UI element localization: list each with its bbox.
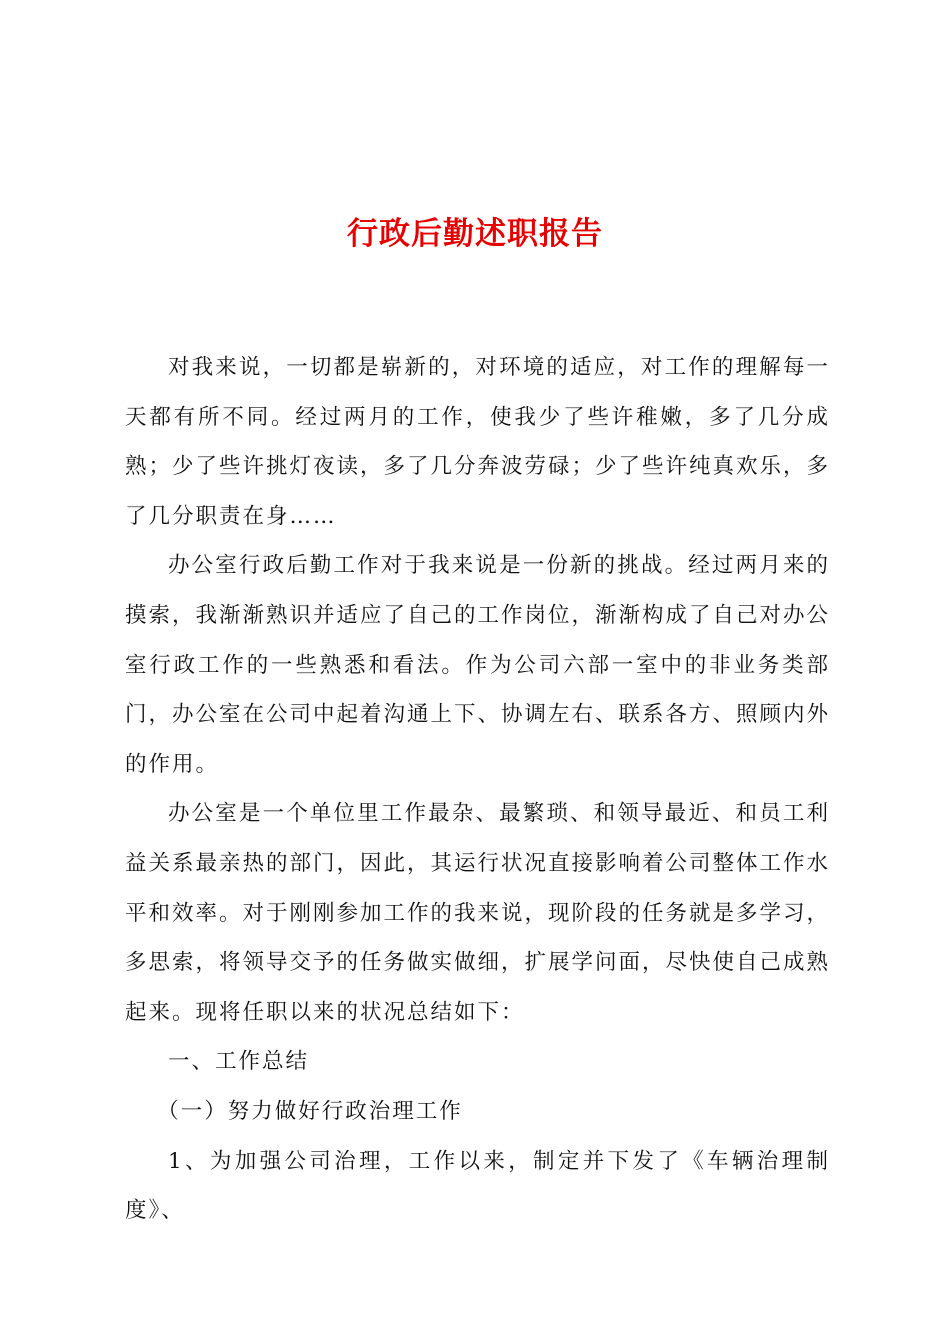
section-heading: 一、工作总结 (168, 1049, 310, 1075)
subsection-heading: （一）努力做好行政治理工作 (157, 1098, 463, 1124)
document-title: 行政后勤述职报告 (347, 216, 603, 252)
paragraph-office-challenge: 办公室行政后勤工作对于我来说是一份新的挑战。经过两月来的摸索，我渐渐熟识并适应了自己的工作岗位，渐渐构成了自己对办公室行政工作的一些熟悉和看法。作为公司六部一室中的非业务类部门，办公室在公司中起着沟通上下、协调左右、联系各方、照顾内外的作用。 (125, 553, 831, 777)
paragraph-intro: 对我来说，一切都是崭新的，对环境的适应，对工作的理解每一天都有所不同。经过两月的工作，使我少了些许稚嫩，多了几分成熟；少了些许挑灯夜读，多了几分奔波劳碌；少了些许纯真欢乐，多了几分职责在身…… (125, 355, 831, 529)
list-item: 1、为加强公司治理，工作以来，制定并下发了《车辆治理制度》、 (125, 1148, 830, 1224)
paragraph-office-role: 办公室是一个单位里工作最杂、最繁琐、和领导最近、和员工利益关系最亲热的部门，因此，其运行状况直接影响着公司整体工作水平和效率。对于刚刚参加工作的我来说，现阶段的任务就是多学习，多思索，将领导交予的任务做实做细，扩展学问面，尽快使自己成熟起来。现将任职以来的状况总结如下： (125, 801, 831, 1025)
document-body (125, 343, 830, 1236)
